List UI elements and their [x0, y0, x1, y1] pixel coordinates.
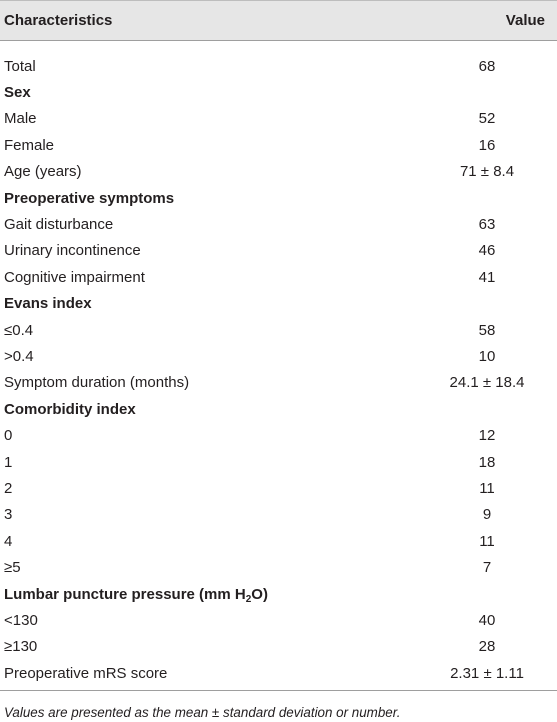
row-label: 3 [4, 506, 13, 524]
row-label: >0.4 [4, 347, 34, 365]
row-value: 68 [478, 57, 496, 75]
section-label: Evans index [4, 295, 92, 313]
table-row [0, 343, 557, 369]
table-row [0, 475, 557, 501]
row-label: Symptom duration (months) [4, 374, 190, 392]
table-row [0, 238, 557, 264]
row-label: 4 [4, 532, 13, 550]
section-row [0, 291, 557, 317]
row-value: 12 [478, 427, 496, 445]
section-row [0, 581, 557, 607]
table-row [0, 634, 557, 660]
row-value: 41 [478, 268, 496, 286]
label-subscript: 2 [245, 593, 252, 605]
row-label: Urinary incontinence [4, 242, 141, 260]
row-label: Male [4, 110, 37, 128]
table-row [0, 422, 557, 448]
row-label: Gait disturbance [4, 216, 114, 234]
row-value: 11 [479, 479, 495, 497]
row-label: Cognitive impairment [4, 268, 145, 286]
table-row [0, 264, 557, 290]
row-value: 52 [478, 110, 496, 128]
table-header [0, 0, 557, 41]
row-value: 58 [478, 321, 496, 339]
row-value: 24.1 ± 18.4 [449, 374, 525, 392]
row-value: 18 [478, 453, 496, 471]
row-label: Total [4, 57, 36, 75]
row-label: <130 [4, 611, 38, 629]
table-row [0, 370, 557, 396]
section-label: Comorbidity index [4, 400, 136, 418]
row-value: 9 [482, 506, 492, 524]
table-row [0, 106, 557, 132]
row-label: ≥130 [4, 638, 38, 656]
section-row [0, 185, 557, 211]
table-footnote: Values are presented as the mean ± standard deviation or number. [4, 705, 401, 721]
row-value: 16 [478, 136, 496, 154]
row-label: Female [4, 136, 55, 154]
label-suffix: O) [251, 585, 268, 603]
header-value: Value [505, 12, 545, 29]
section-label: Preoperative symptoms [4, 189, 175, 207]
row-label: Preoperative mRS score [4, 664, 168, 682]
table-row [0, 554, 557, 580]
table-row [0, 502, 557, 528]
section-label: Sex [4, 84, 31, 102]
label-prefix: Lumbar puncture pressure (mm H [4, 585, 246, 603]
table-row [0, 660, 557, 686]
row-value: 40 [478, 611, 496, 629]
row-value: 28 [478, 638, 496, 656]
row-value: 71 ± 8.4 [459, 163, 515, 181]
section-row [0, 396, 557, 422]
row-label: ≤0.4 [4, 321, 34, 339]
table-row [0, 317, 557, 343]
table-row [0, 53, 557, 79]
row-value: 46 [478, 242, 496, 260]
row-label: 2 [4, 479, 13, 497]
row-label: ≥5 [4, 559, 21, 577]
row-label: 1 [4, 453, 13, 471]
row-value: 10 [478, 347, 496, 365]
table-row [0, 159, 557, 185]
row-value: 11 [479, 532, 495, 550]
section-label [4, 586, 268, 603]
table-row [0, 607, 557, 633]
table-row [0, 211, 557, 237]
row-value: 7 [482, 559, 492, 577]
row-label: 0 [4, 427, 13, 445]
header-characteristics: Characteristics [4, 12, 113, 29]
table-row [0, 528, 557, 554]
section-row [0, 79, 557, 105]
row-value: 63 [478, 216, 496, 234]
row-label: Age (years) [4, 163, 82, 181]
table-row [0, 132, 557, 158]
table-row [0, 449, 557, 475]
table-body [0, 53, 557, 686]
row-value: 2.31 ± 1.11 [450, 664, 524, 682]
